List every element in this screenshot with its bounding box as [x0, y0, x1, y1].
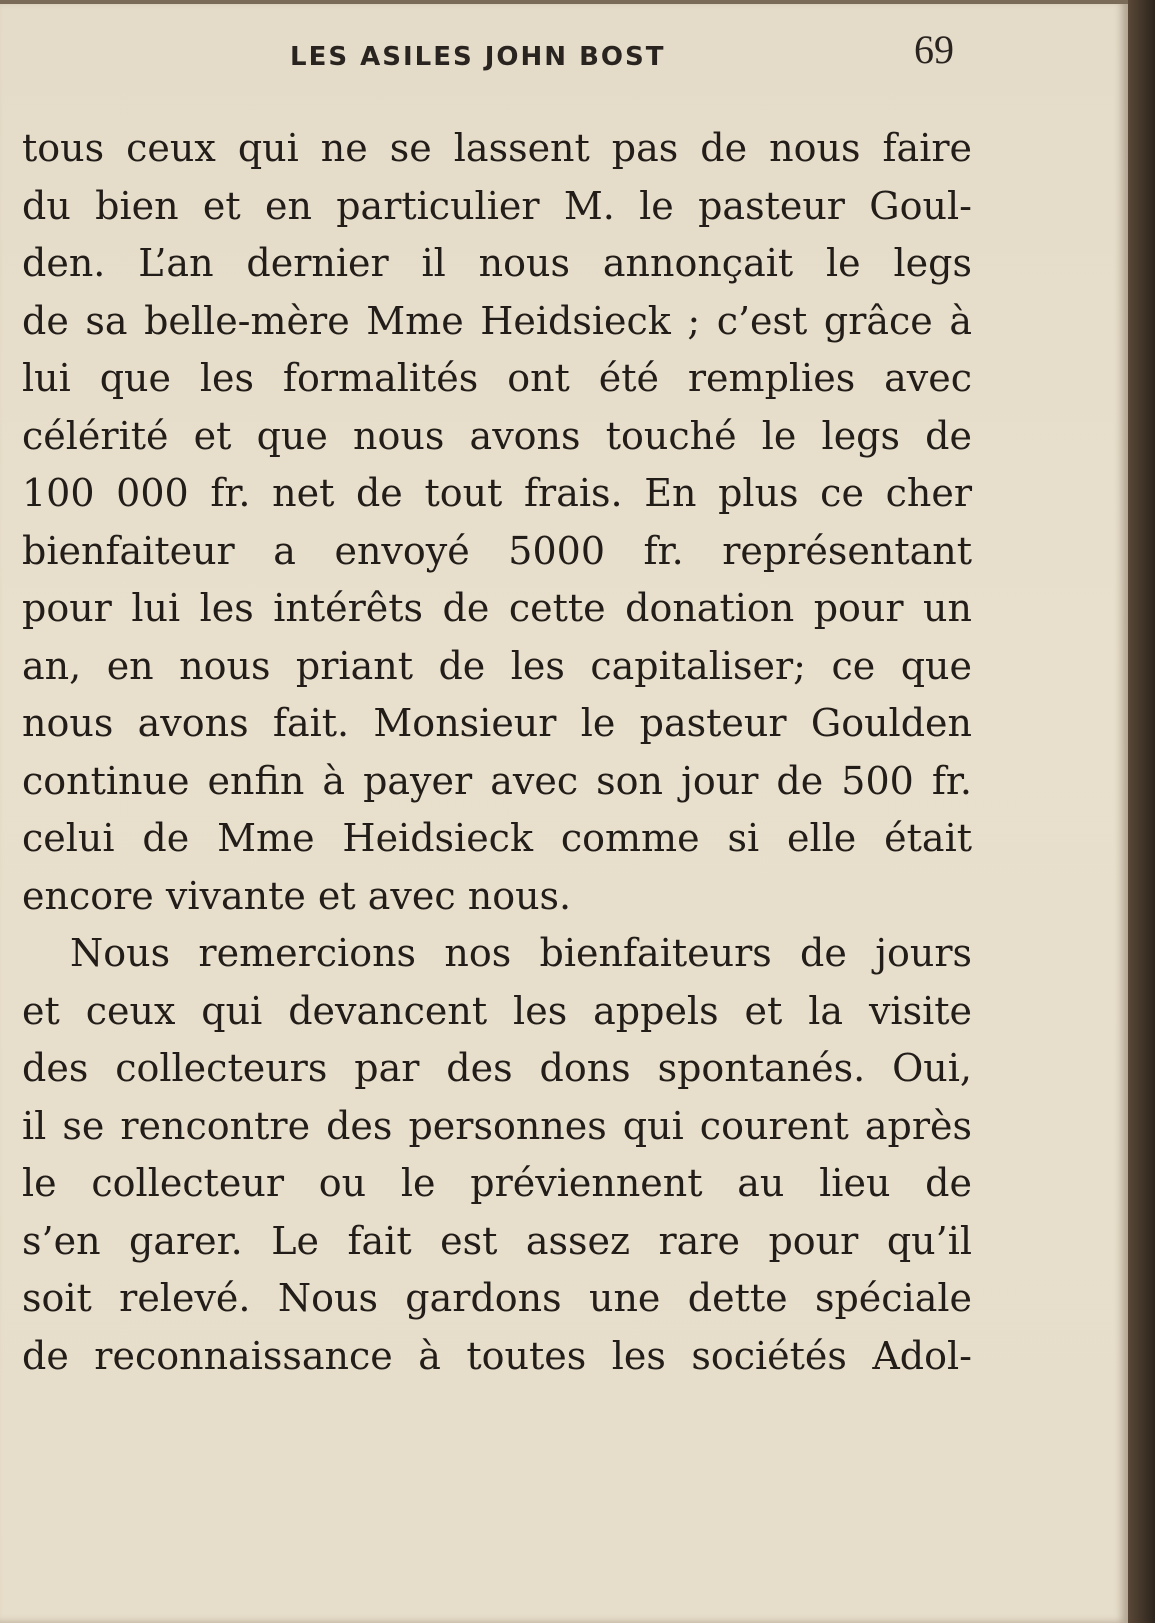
text-line: pour lui les intérêts de cette donation pour un: [22, 586, 972, 630]
text-line: bienfaiteur a envoyé 5000 fr. représentant: [22, 528, 972, 573]
text-line: de reconnaissance à toutes les sociétés Adol-: [22, 1333, 972, 1378]
text-line: soit relevé. Nous gardons une dette spéciale: [22, 1276, 972, 1320]
paragraph-start-line: Nous remercions nos bienfaiteurs de jours: [70, 931, 972, 975]
text-line: de sa belle-mère Mme Heidsieck ; c’est grâce à: [22, 298, 972, 343]
text-line: du bien et en particulier M. le pasteur Goul-: [22, 183, 972, 228]
text-line: an, en nous priant de les capitaliser; ce que: [22, 643, 972, 688]
text-line: célérité et que nous avons touché le legs de: [22, 413, 972, 458]
text-line: den. L’an dernier il nous annonçait le legs: [22, 241, 972, 285]
text-line: celui de Mme Heidsieck comme si elle était: [22, 816, 972, 860]
body-text: [22, 120, 972, 1385]
text-line: 100 000 fr. net de tout frais. En plus ce cher: [22, 471, 972, 515]
text-line: des collecteurs par des dons spontanés. Oui,: [22, 1046, 972, 1090]
text-line: lui que les formalités ont été remplies avec: [22, 356, 972, 400]
text-line: nous avons fait. Monsieur le pasteur Goulden: [22, 701, 972, 745]
book-binding-edge: [1128, 0, 1155, 1623]
running-title: LES ASILES JOHN BOST: [290, 42, 666, 72]
text-line: le collecteur ou le préviennent au lieu de: [22, 1161, 972, 1205]
page-number: 69: [914, 27, 954, 72]
text-line: tous ceux qui ne se lassent pas de nous faire: [22, 126, 972, 170]
text-line: il se rencontre des personnes qui courent après: [22, 1103, 972, 1148]
text-line: s’en garer. Le fait est assez rare pour qu’il: [22, 1218, 972, 1263]
page-top-edge: [0, 0, 1128, 4]
paragraph-end-line: encore vivante et avec nous.: [22, 873, 572, 918]
text-line: et ceux qui devancent les appels et la visite: [22, 988, 972, 1033]
text-line: continue enfin à payer avec son jour de 500 fr.: [22, 758, 972, 803]
